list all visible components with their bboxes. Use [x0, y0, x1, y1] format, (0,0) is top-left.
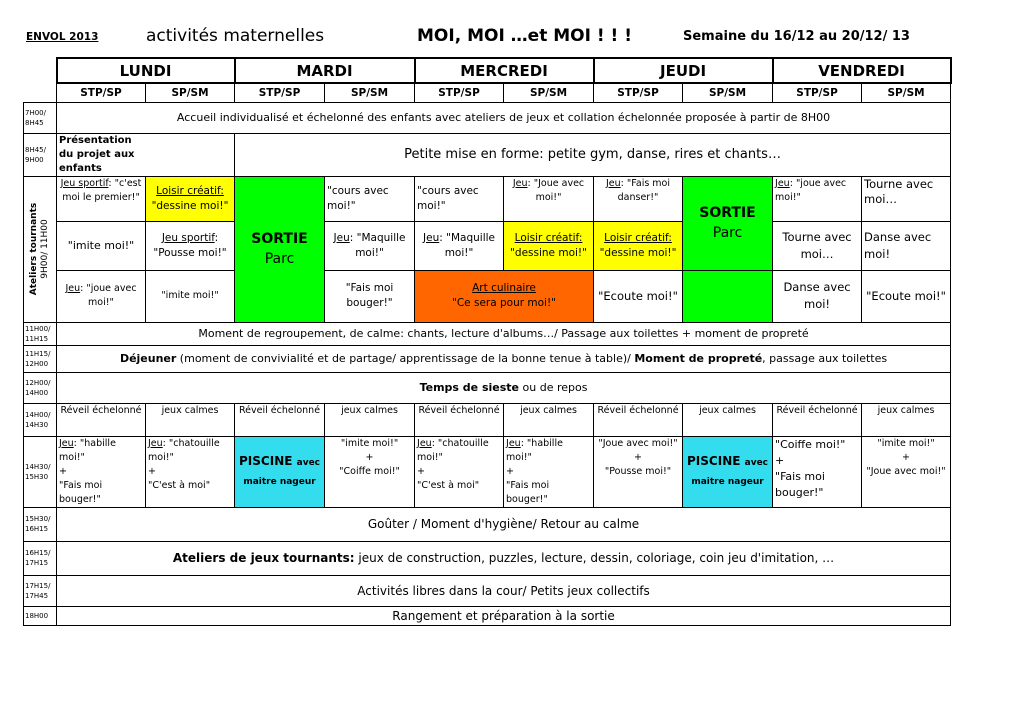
activity-cell: Jeu: "joue avec moi!" [773, 176, 862, 221]
activity-cell: Tourne avec moi… [773, 221, 862, 270]
time-cell: 7H00/ 8H45 [24, 102, 57, 133]
afternoon-cell: Jeu: "habille moi!" + "Fais moi bouger!" [57, 436, 146, 507]
mise-en-forme-row: Petite mise en forme: petite gym, danse, rires et chants… [235, 133, 951, 176]
time-cell: 18H00 [24, 606, 57, 625]
activity-cell: Danse avec moi! [773, 270, 862, 322]
activity-cell: Loisir créatif: "dessine moi!" [504, 221, 594, 270]
afternoon-cell: "imite moi!" + "Coiffe moi!" [325, 436, 415, 507]
afternoon-cell: "imite moi!" + "Joue avec moi!" [862, 436, 951, 507]
day-tuesday: MARDI [235, 58, 415, 83]
afternoon-cell: Réveil échelonné [594, 403, 683, 436]
activity-cell: Jeu: "Fais moi danser!" [594, 176, 683, 221]
week-label: Semaine du 16/12 au 20/12/ 13 [683, 29, 910, 44]
time-cell: 15H30/ 16H15 [24, 507, 57, 541]
afternoon-cell: Jeu: "habille moi!" + "Fais moi bouger!" [504, 436, 594, 507]
time-cell: 11H00/ 11H15 [24, 322, 57, 345]
group-label: SP/SM [325, 83, 415, 102]
gouter-row: Goûter / Moment d'hygiène/ Retour au calme [57, 507, 951, 541]
time-cell: 17H15/ 17H45 [24, 575, 57, 606]
afternoon-cell: "Joue avec moi!" + "Pousse moi!" [594, 436, 683, 507]
activity-cell: Loisir créatif: "dessine moi!" [146, 176, 235, 221]
art-culinaire-cell: Art culinaire "Ce sera pour moi!" [415, 270, 594, 322]
afternoon-cell: "Coiffe moi!" + "Fais moi bouger!" [773, 436, 862, 507]
activity-cell: Jeu: "Maquille moi!" [325, 221, 415, 270]
day-monday: LUNDI [57, 58, 235, 83]
time-cell: 16H15/ 17H15 [24, 541, 57, 575]
afternoon-cell: Jeu: "chatouille moi!" + "C'est à moi" [146, 436, 235, 507]
group-label: SP/SM [683, 83, 773, 102]
piscine-cell: PISCINE avec maitre nageur [683, 436, 773, 507]
day-wednesday: MERCREDI [415, 58, 594, 83]
activity-cell: Loisir créatif: "dessine moi!" [594, 221, 683, 270]
day-friday: VENDREDI [773, 58, 951, 83]
subtitle: activités maternelles [146, 26, 325, 46]
sortie-cell: SORTIE Parc [683, 176, 773, 270]
sortie-cell: SORTIE Parc [235, 176, 325, 322]
group-label: STP/SP [415, 83, 504, 102]
afternoon-cell: jeux calmes [862, 403, 951, 436]
time-cell: 14H30/ 15H30 [24, 436, 57, 507]
afternoon-cell: Réveil échelonné [57, 403, 146, 436]
activity-cell: Danse avec moi! [862, 221, 951, 270]
ateliers-row: Ateliers de jeux tournants: jeux de construction, puzzles, lecture, dessin, coloriage, coin jeu d'imitation, … [57, 541, 951, 575]
activity-cell: "imite moi!" [146, 270, 235, 322]
group-label: SP/SM [146, 83, 235, 102]
afternoon-cell: jeux calmes [146, 403, 235, 436]
afternoon-cell: Réveil échelonné [235, 403, 325, 436]
activity-cell: "Ecoute moi!" [862, 270, 951, 322]
page-title: MOI, MOI …et MOI ! ! ! [417, 26, 632, 46]
afternoon-cell: jeux calmes [325, 403, 415, 436]
time-cell: 11H15/ 12H00 [24, 345, 57, 372]
presentation-cell: Présentation du projet aux enfants [57, 133, 146, 176]
org-label: ENVOL 2013 [26, 31, 99, 43]
time-cell: 14H00/ 14H30 [24, 403, 57, 436]
group-header-row [24, 83, 951, 102]
activity-cell: "Ecoute moi!" [594, 270, 683, 322]
afternoon-cell: Réveil échelonné [415, 403, 504, 436]
time-cell: 12H00/ 14H00 [24, 372, 57, 403]
activity-cell: Jeu sportif: "Pousse moi!" [146, 221, 235, 270]
accueil-row: Accueil individualisé et échelonné des enfants avec ateliers de jeux et collation échelonnée proposée à partir de 8H00 [57, 102, 951, 133]
activity-cell: Tourne avec moi… [862, 176, 951, 221]
ateliers-time-cell: Ateliers tournants 9H00/ 11H00 [24, 176, 57, 322]
activity-cell: Jeu: "Maquille moi!" [415, 221, 504, 270]
day-thursday: JEUDI [594, 58, 773, 83]
afternoon-cell: Jeu: "chatouille moi!" + "C'est à moi" [415, 436, 504, 507]
time-cell: 8H45/ 9H00 [24, 133, 57, 176]
group-label: SP/SM [862, 83, 951, 102]
activity-cell: "cours avec moi!" [415, 176, 504, 221]
activites-libres-row: Activités libres dans la cour/ Petits jeux collectifs [57, 575, 951, 606]
activity-cell: "Fais moi bouger!" [325, 270, 415, 322]
afternoon-cell: jeux calmes [683, 403, 773, 436]
sieste-row: Temps de sieste ou de repos [57, 372, 951, 403]
group-label: STP/SP [594, 83, 683, 102]
sortie-cell [683, 270, 773, 322]
day-header-row [24, 58, 951, 83]
group-label: STP/SP [57, 83, 146, 102]
afternoon-cell: Réveil échelonné [773, 403, 862, 436]
activity-cell: Jeu sportif: "c'est moi le premier!" [57, 176, 146, 221]
schedule-table [23, 57, 952, 626]
activity-cell: "cours avec moi!" [325, 176, 415, 221]
piscine-cell: PISCINE avec maitre nageur [235, 436, 325, 507]
rangement-row: Rangement et préparation à la sortie [57, 606, 951, 625]
activity-cell: Jeu: "joue avec moi!" [57, 270, 146, 322]
activity-cell: Jeu: "Joue avec moi!" [504, 176, 594, 221]
group-label: STP/SP [235, 83, 325, 102]
dejeuner-row: Déjeuner (moment de convivialité et de partage/ apprentissage de la bonne tenue à table)/ Moment de propreté, passage aux toilettes [57, 345, 951, 372]
group-label: SP/SM [504, 83, 594, 102]
afternoon-cell: jeux calmes [504, 403, 594, 436]
regroupement-row: Moment de regroupement, de calme: chants, lecture d'albums…/ Passage aux toilettes + moment de propreté [57, 322, 951, 345]
group-label: STP/SP [773, 83, 862, 102]
activity-cell: "imite moi!" [57, 221, 146, 270]
